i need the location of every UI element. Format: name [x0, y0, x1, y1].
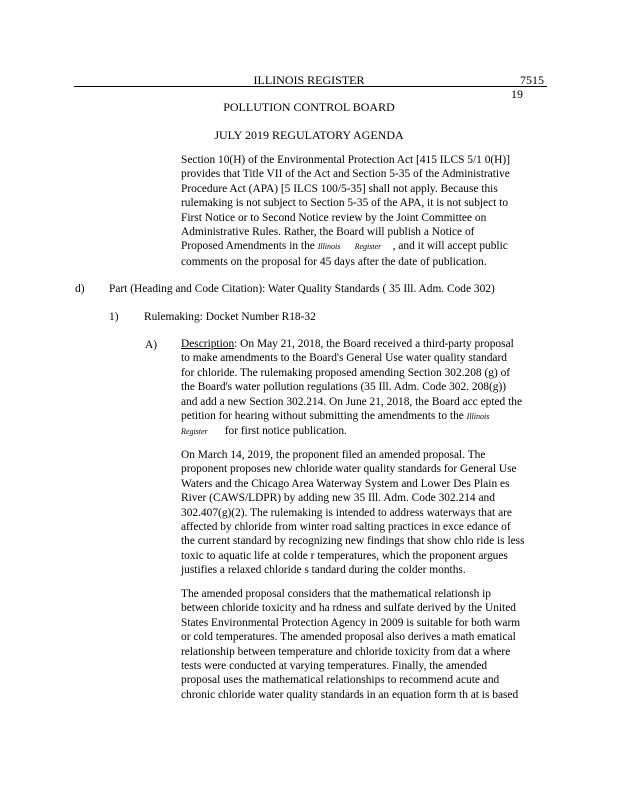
description-line: the Board's water pollution regulations (35 Ill. Adm. Code 302. 208(g))	[181, 381, 507, 394]
description-line: to make amendments to the Board's General Use water quality standard	[181, 352, 507, 365]
description-line	[181, 337, 522, 351]
description-text: : On May 21, 2018, the Board received a third-party proposal	[234, 338, 514, 350]
paragraph-line: The amended proposal considers that the mathematical relationsh ip	[181, 588, 491, 600]
paragraph-line: proponent proposes new chloride water quality standards for General Use	[181, 463, 517, 476]
agenda-title: JULY 2019 REGULATORY AGENDA	[214, 128, 404, 142]
paragraph-line: relationship between temperature and chloride toxicity from dat a where	[181, 645, 511, 658]
italic-register: Register	[354, 242, 382, 252]
paragraph-line: justifies a relaxed chloride s tandard during the colder months.	[181, 564, 466, 577]
mathematical-relationship-paragraph	[181, 587, 520, 702]
description-label: Description	[181, 338, 235, 350]
description-line: and add a new Section 302.214. On June 21, 2018, the Board acc epted the	[181, 395, 522, 408]
paragraph-line: toxic to aquatic life at colde r temperatures, which the proponent argues	[181, 549, 508, 562]
amended-proposal-paragraph	[181, 448, 525, 578]
paragraph-line: or cold temperatures. The amended proposal also derives a math ematical	[181, 631, 516, 644]
intro-line: rulemaking is not subject to Section 5-35 of the APA, it is not subject to	[181, 197, 509, 210]
intro-paragraph	[181, 153, 510, 269]
paragraph-line: affected by chloride from winter road salting practices in exce edance of	[181, 521, 511, 534]
intro-line	[181, 239, 510, 254]
description-line: for chloride. The rulemaking proposed amending Section 302.208 (g) of	[181, 366, 511, 379]
intro-line: provides that Title VII of the Act and Section 5-35 of the Administrative	[181, 168, 510, 181]
italic-illinois: Illinois	[466, 412, 490, 422]
issue-number: 19	[511, 87, 523, 101]
paragraph-line: chronic chloride water quality standards in an equation form th at is based	[181, 688, 519, 701]
paragraph-line: tests were conducted at varying temperatures. Finally, the amended	[181, 660, 488, 673]
rulemaking-marker: 1)	[109, 311, 119, 323]
paragraph-line: 302.407(g)(2). The rulemaking is intended to address waterways that are	[181, 506, 512, 519]
description-text: petition for hearing without submitting the amendments to the	[181, 410, 467, 423]
part-marker: d)	[75, 283, 85, 295]
description-line	[181, 409, 522, 424]
part-heading: Part (Heading and Code Citation): Water Quality Standards ( 35 Ill. Adm. Code 302)	[109, 283, 495, 295]
intro-line: Procedure Act (APA) [5 ILCS 100/5-35] shall not apply. Because this	[181, 182, 498, 195]
rulemaking-docket: Rulemaking: Docket Number R18-32	[144, 311, 316, 323]
description-marker: A)	[145, 339, 158, 351]
description-text: for first notice publication.	[207, 425, 347, 438]
description-paragraph	[181, 337, 522, 440]
intro-line: Administrative Rules. Rather, the Board will publish a Notice of	[181, 226, 475, 239]
intro-line-text: Proposed Amendments in the	[181, 240, 318, 253]
intro-line-text: , and it will accept public	[381, 240, 508, 253]
paragraph-line: River (CAWS/LDPR) by adding new 35 Ill. Adm. Code 302.214 and	[181, 492, 495, 505]
description-line	[181, 424, 522, 439]
paragraph-line: Waters and the Chicago Area Waterway System and Lower Des Plain es	[181, 477, 510, 490]
intro-line: comments on the proposal for 45 days after the date of publication.	[181, 255, 487, 268]
intro-line: First Notice or to Second Notice review by the Joint Committee on	[181, 211, 487, 224]
italic-illinois: Illinois	[317, 242, 341, 252]
paragraph-line: States Environmental Protection Agency in 2009 is suitable for both warm	[181, 616, 521, 629]
paragraph-line: proposal uses the mathematical relationships to recommend acute and	[181, 674, 500, 687]
agency-title: POLLUTION CONTROL BOARD	[223, 100, 395, 114]
register-title: ILLINOIS REGISTER	[253, 73, 365, 87]
header-rule	[74, 86, 547, 87]
paragraph-line: the current standard by recognizing new findings that show chlo ride is less	[181, 535, 525, 548]
page-number: 7515	[520, 73, 544, 87]
italic-register: Register	[181, 427, 208, 437]
intro-line: Section 10(H) of the Environmental Protection Act [415 ILCS 5/1 0(H)]	[181, 154, 510, 166]
paragraph-line: On March 14, 2019, the proponent filed an amended proposal. The	[181, 449, 486, 461]
paragraph-line: between chloride toxicity and ha rdness and sulfate derived by the United	[181, 602, 516, 615]
